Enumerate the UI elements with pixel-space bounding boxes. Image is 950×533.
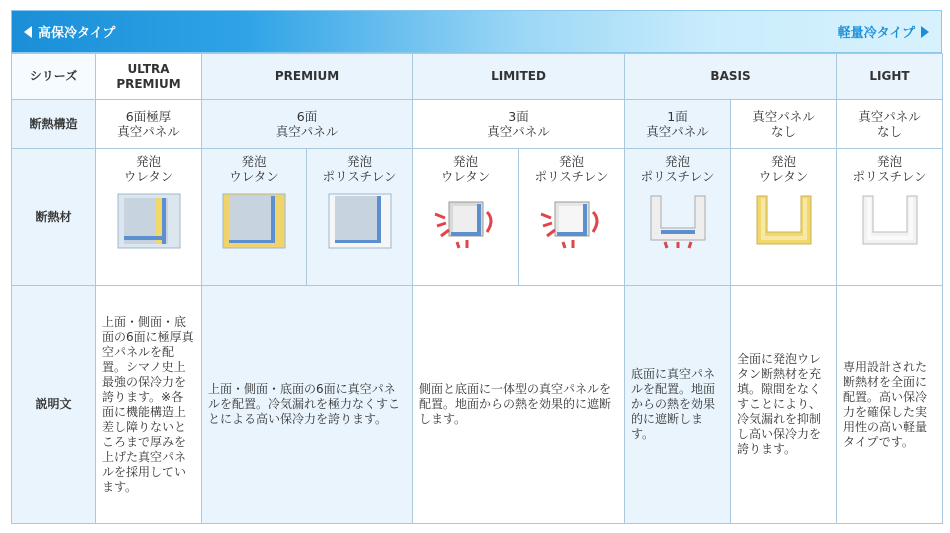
structure-limited: 3面 真空パネル: [413, 100, 625, 149]
lightweight-link[interactable]: [838, 22, 929, 41]
material-basis-b: [731, 149, 837, 286]
series-limited: LIMITED: [413, 54, 625, 100]
material-premium-b: [307, 149, 413, 286]
material-premium-b-label: 発泡 ポリスチレン: [322, 154, 397, 184]
series-light: LIGHT: [837, 54, 943, 100]
high-insulation-link[interactable]: [24, 22, 115, 41]
material-row-label: 断熱材: [12, 149, 96, 286]
structure-basis-a: 1面 真空パネル: [625, 100, 731, 149]
heat-block-polystyrene-icon: [539, 192, 605, 250]
description-limited: 側面と底面に一体型の真空パネルを配置。地面からの熱を効果的に遮断します。: [413, 286, 625, 524]
material-light-label: 発泡 ポリスチレン: [852, 154, 927, 184]
polystyrene-base-icon: [645, 192, 711, 250]
polystyrene-box-icon: [327, 192, 393, 250]
arrow-left-icon: [24, 26, 32, 38]
description-basis-b: 全面に発泡ウレタン断熱材を充填。隙間をなくすことにより、冷気漏れを抑制し高い保冷力を誇ります。: [731, 286, 837, 524]
material-basis-a-label: 発泡 ポリスチレン: [640, 154, 715, 184]
material-basis-b-label: 発泡 ウレタン: [758, 154, 809, 184]
urethane-box-icon: [221, 192, 287, 250]
series-row: [12, 54, 943, 100]
series-ultra-premium: ULTRA PREMIUM: [96, 54, 202, 100]
structure-row: [12, 100, 943, 149]
description-basis-a: 底面に真空パネルを配置。地面からの熱を効果的に遮断します。: [625, 286, 731, 524]
structure-light: 真空パネル なし: [837, 100, 943, 149]
description-row-label: 説明文: [12, 286, 96, 524]
comparison-panel: [11, 10, 942, 524]
material-premium-a: [202, 149, 307, 286]
structure-row-label: 断熱構造: [12, 100, 96, 149]
lightweight-label: 軽量冷タイプ: [837, 26, 915, 41]
series-comparison-table: [11, 53, 943, 524]
arrow-right-icon: [921, 26, 929, 38]
material-premium-a-label: 発泡 ウレタン: [229, 154, 279, 184]
type-banner: [11, 10, 942, 53]
material-light: [837, 149, 943, 286]
structure-ultra: 6面極厚 真空パネル: [96, 100, 202, 149]
description-premium: 上面・側面・底面の6面に真空パネルを配置。冷気漏れを極力なくすことによる高い保冷力を誇ります。: [202, 286, 413, 524]
description-light: 専用設計された断熱材を全面に配置。高い保冷力を確保した実用性の高い軽量タイプです。: [837, 286, 943, 524]
material-row: [12, 149, 943, 286]
structure-basis-b: 真空パネル なし: [731, 100, 837, 149]
material-ultra-label: 発泡 ウレタン: [123, 154, 174, 184]
material-limited-b-label: 発泡 ポリスチレン: [534, 154, 609, 184]
urethane-box-icon: [116, 192, 182, 250]
material-basis-a: [625, 149, 731, 286]
description-row: [12, 286, 943, 524]
material-ultra: [96, 149, 202, 286]
description-ultra: 上面・側面・底面の6面に極厚真空パネルを配置。シマノ史上最強の保冷力を誇ります。※各面に機能構造上差し障りないところまで厚みを上げた真空パネルを採用しています。: [96, 286, 202, 524]
material-limited-b: [519, 149, 625, 286]
high-insulation-label: 高保冷タイプ: [38, 26, 116, 41]
polystyrene-u-icon: [857, 192, 923, 250]
series-premium: PREMIUM: [202, 54, 413, 100]
heat-block-urethane-icon: [433, 192, 499, 250]
material-limited-a: [413, 149, 519, 286]
series-row-label: シリーズ: [12, 54, 96, 100]
series-basis: BASIS: [625, 54, 837, 100]
material-limited-a-label: 発泡 ウレタン: [440, 154, 491, 184]
structure-premium: 6面 真空パネル: [202, 100, 413, 149]
urethane-u-icon: [751, 192, 817, 250]
